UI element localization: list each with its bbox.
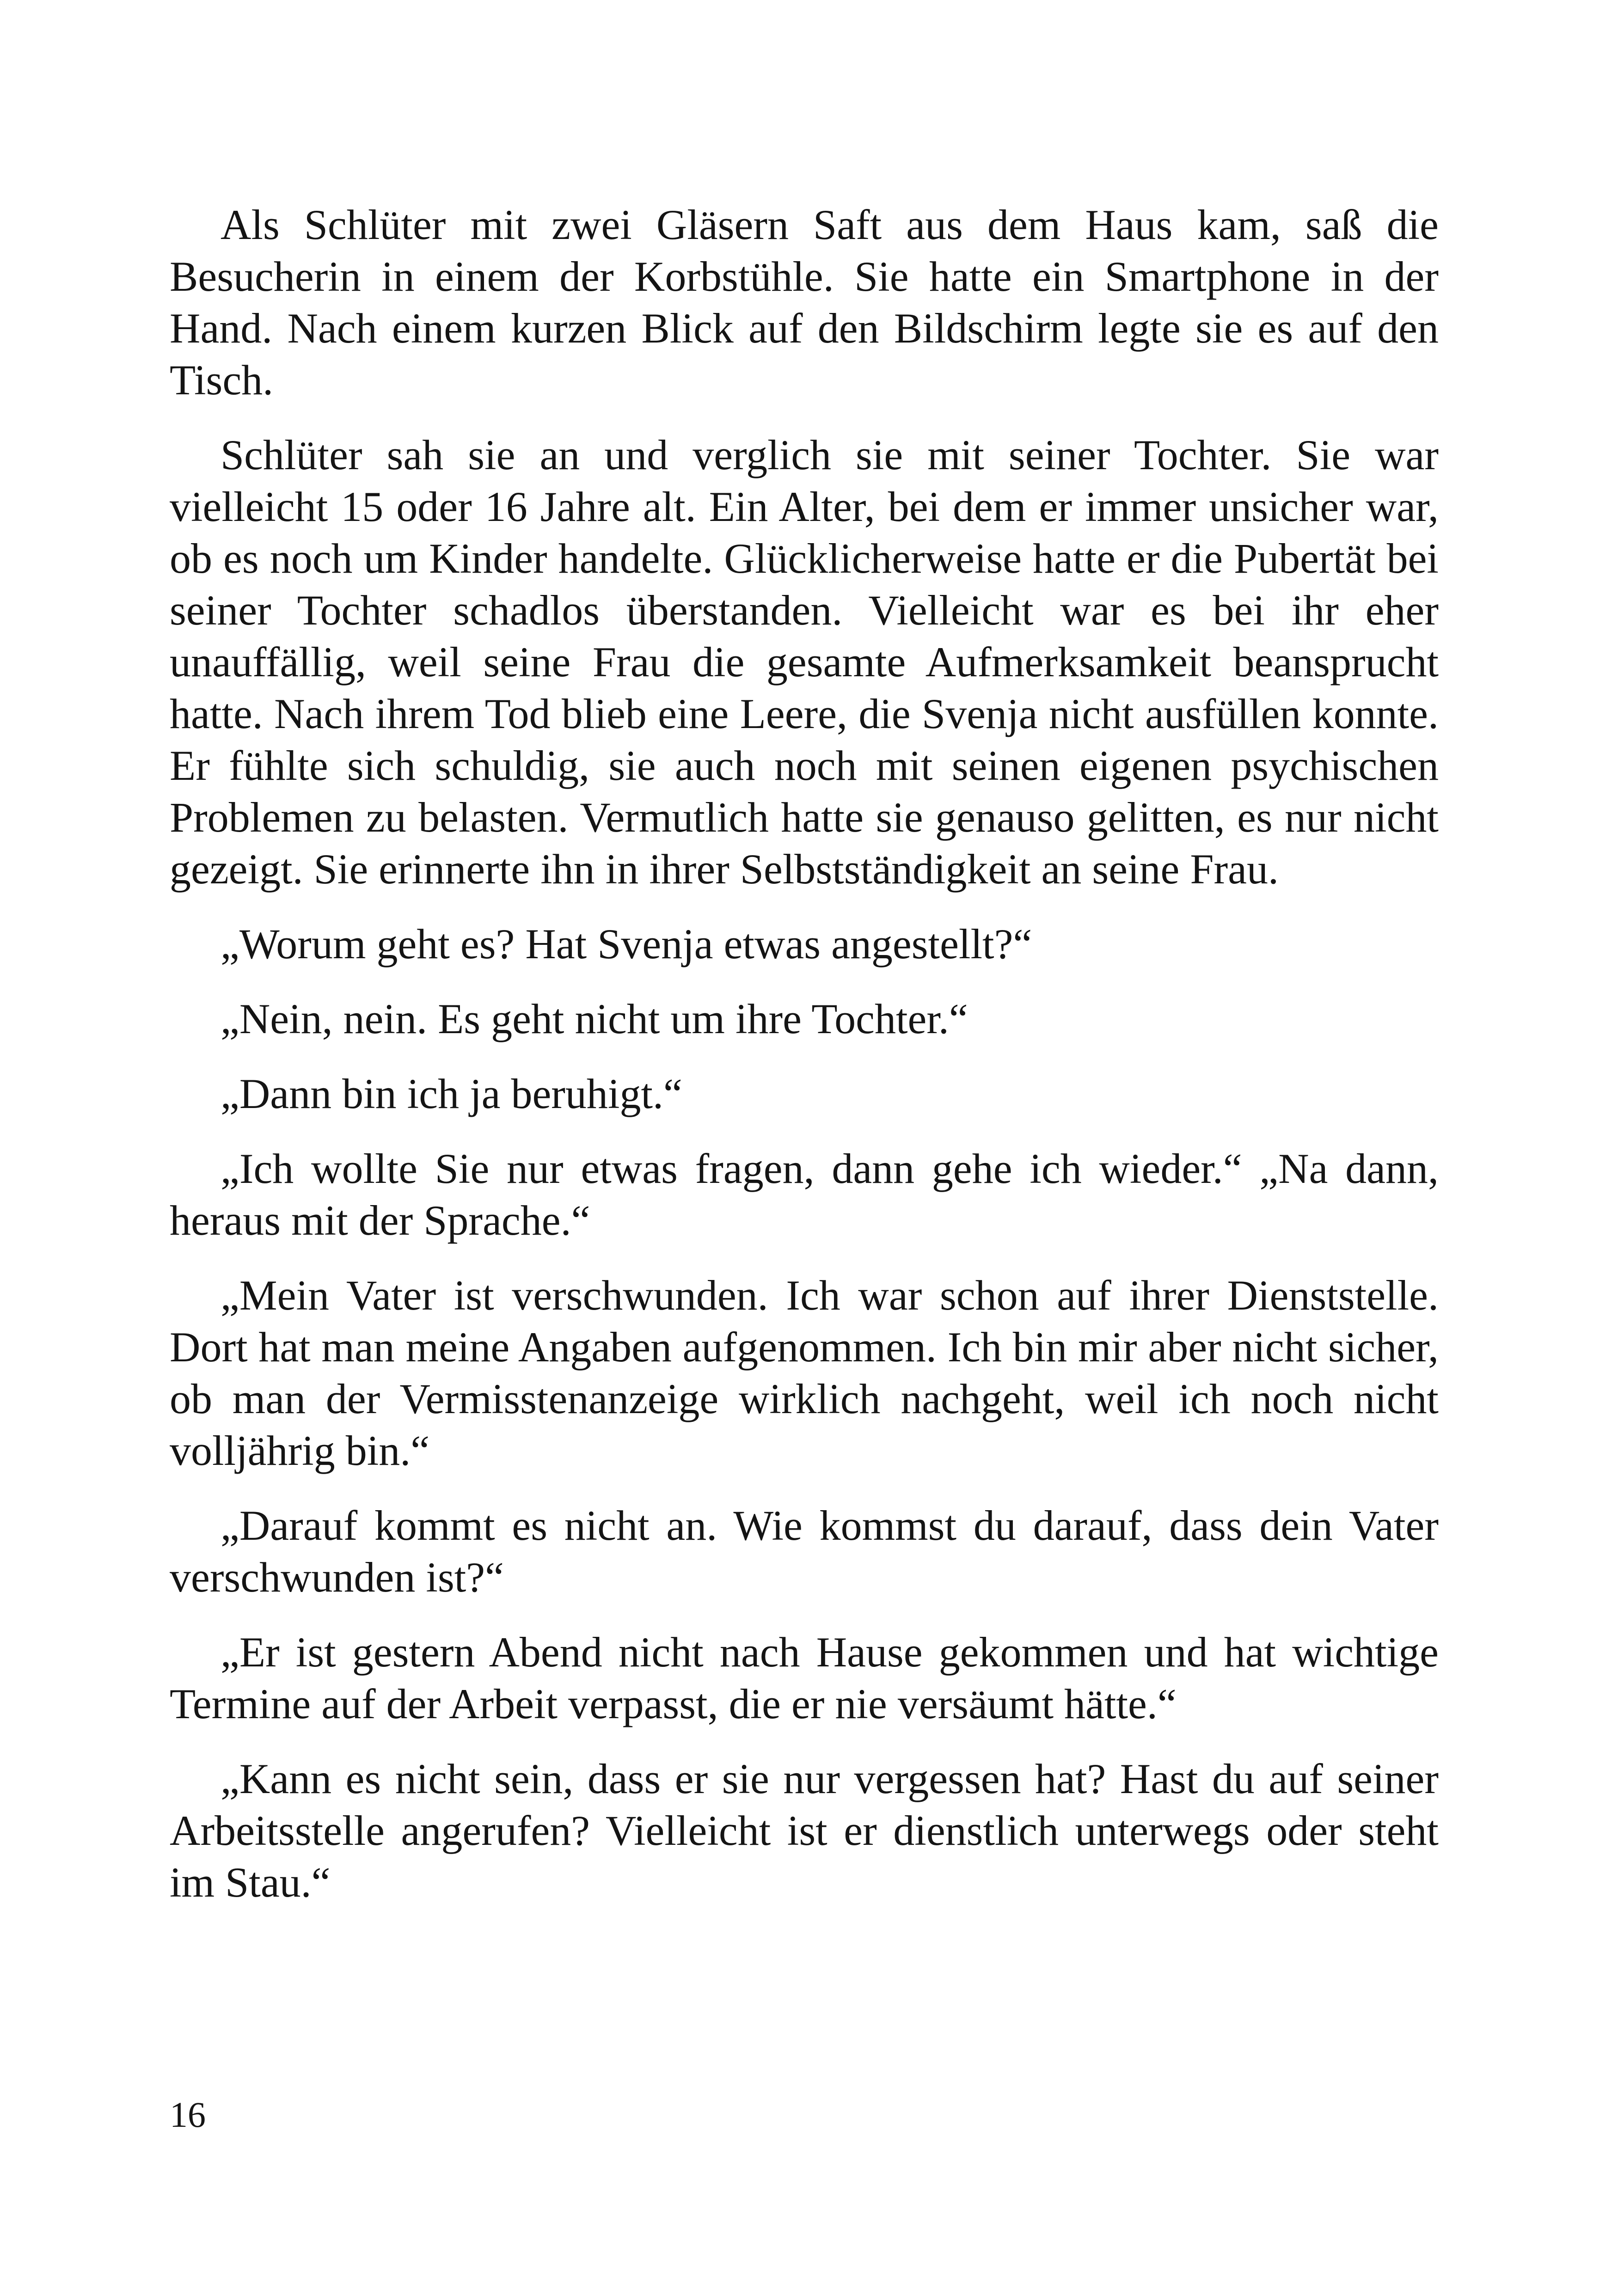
paragraph: „Darauf kommt es nicht an. Wie kommst du darauf, dass dein Vater verschwunden ist?“ [170,1502,1439,1601]
paragraph: „Dann bin ich ja beruhigt.“ [221,1070,682,1117]
paragraph: „Er ist gestern Abend nicht nach Hause gekommen und hat wichtige Termine auf der Arbeit verpasst, die er nie versäumt hätte.“ [170,1629,1439,1727]
paragraph: „Mein Vater ist verschwunden. Ich war schon auf ihrer Dienststelle. Dort hat man meine Angaben aufgenommen. Ich bin mir aber nicht sicher, ob man der Vermisstenanzeige wirklich nachgeht, weil ich noch nicht volljährig bin.“ [170,1272,1439,1474]
paragraph: „Ich wollte Sie nur etwas fragen, dann gehe ich wieder.“ „Na dann, heraus mit der Sprache.“ [170,1145,1439,1244]
page-number: 16 [170,2094,206,2135]
paragraph: „Kann es nicht sein, dass er sie nur vergessen hat? Hast du auf seiner Arbeitsstelle angerufen? Vielleicht ist er dienstlich unterwegs oder steht im Stau.“ [170,1755,1439,1906]
paragraph: Als Schlüter mit zwei Gläsern Saft aus dem Haus kam, saß die Besucherin in einem der Korbstühle. Sie hatte ein Smartphone in der Hand. Nach einem kurzen Blick auf den Bildschirm legte sie es auf den Tisch. [170,201,1439,404]
body-text [170,199,1439,1931]
paragraph: „Worum geht es? Hat Svenja etwas angestellt?“ [221,920,1032,967]
paragraph: Schlüter sah sie an und verglich sie mit seiner Tochter. Sie war vielleicht 15 oder 16 Jahre alt. Ein Alter, bei dem er immer unsicher war, ob es noch um Kinder handelte. Glücklicherweise hatte er die Pubertät bei seiner Tochter schadlos überstanden. Vielleicht war es bei ihr eher unauffällig, weil seine Frau die gesamte Aufmerksamkeit beansprucht hatte. Nach ihrem Tod blieb eine Leere, die Svenja nicht ausfüllen konnte. Er fühlte sich schuldig, sie auch noch mit seinen eigenen psychischen Problemen zu belasten. Vermutlich hatte sie genauso gelitten, es nur nicht gezeigt. Sie erinnerte ihn in ihrer Selbstständigkeit an seine Frau. [170,431,1439,893]
paragraph: „Nein, nein. Es geht nicht um ihre Tochter.“ [221,995,968,1042]
